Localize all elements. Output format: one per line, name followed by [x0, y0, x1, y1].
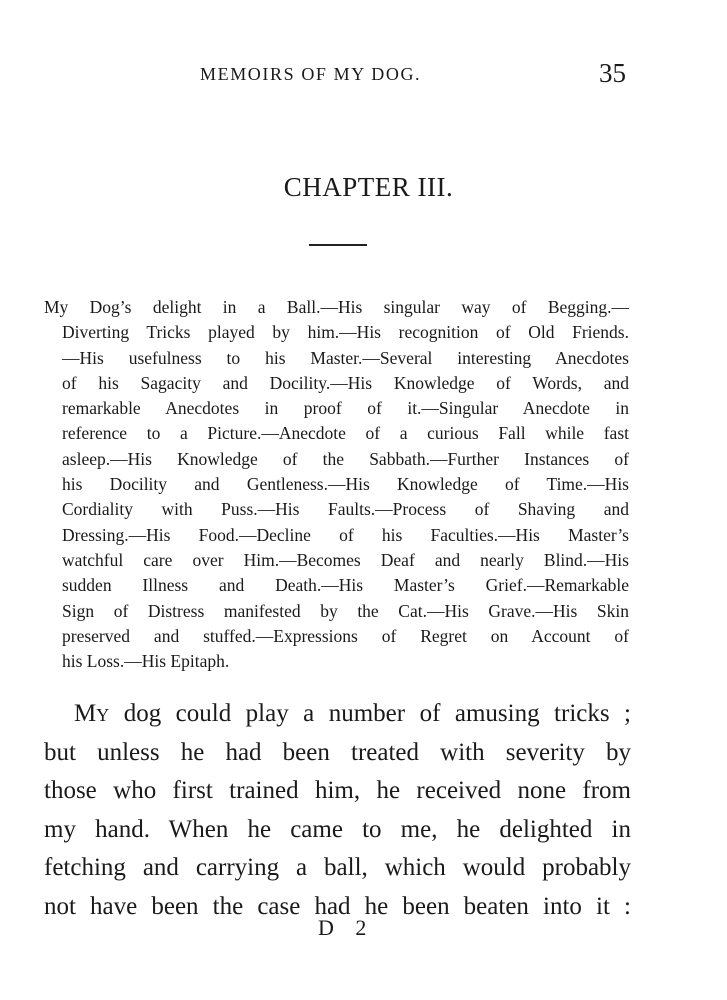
summary-line: preserved and stuffed.—Expressions of Regret on Account of — [62, 625, 629, 646]
body-line: fetching and carrying a ball, which would probably — [44, 854, 631, 881]
body-paragraph — [44, 695, 631, 926]
body-line: those who first trained him, he received none from — [44, 777, 631, 804]
body-line — [44, 695, 631, 734]
summary-line: Dressing.—His Food.—Decline of his Faculties.—His Master’s — [62, 524, 629, 545]
chapter-divider — [309, 244, 367, 246]
summary-line: —His usefulness to his Master.—Several interesting Anecdotes — [62, 347, 629, 368]
body-line: not have been the case had he been beaten into it : — [44, 892, 631, 920]
opening-word: My — [74, 700, 110, 727]
summary-line: reference to a Picture.—Anecdote of a curious Fall while fast — [62, 423, 629, 444]
summary-line: his Docility and Gentleness.—His Knowledge of Time.—His — [62, 474, 629, 495]
summary-line: Diverting Tricks played by him.—His recognition of Old Friends. — [62, 322, 629, 343]
page-number: 35 — [599, 58, 626, 88]
signature-mark: D 2 — [318, 915, 375, 940]
chapter-summary — [44, 295, 629, 674]
summary-line: asleep.—His Knowledge of the Sabbath.—Further Instances of — [62, 448, 629, 469]
chapter-title: CHAPTER III. — [283, 172, 454, 202]
body-line: my hand. When he came to me, he delighted in — [44, 815, 631, 843]
summary-line: his Loss.—His Epitaph. — [62, 651, 230, 672]
summary-line: watchful care over Him.—Becomes Deaf and nearly Blind.—His — [62, 549, 629, 570]
summary-line: remarkable Anecdotes in proof of it.—Singular Anecdote in — [62, 398, 629, 419]
summary-line: My Dog’s delight in a Ball.—His singular way of Begging.— — [44, 297, 629, 317]
running-title: MEMOIRS OF MY DOG. — [200, 64, 422, 84]
body-line: but unless he had been treated with severity by — [44, 738, 631, 766]
summary-line: sudden Illness and Death.—His Master’s Grief.—Remarkable — [62, 575, 629, 596]
summary-line: Sign of Distress manifested by the Cat.—His Grave.—His Skin — [62, 600, 629, 621]
summary-line: Cordiality with Puss.—His Faults.—Process of Shaving and — [62, 499, 629, 520]
summary-line: of his Sagacity and Docility.—His Knowledge of Words, and — [62, 372, 629, 393]
body-line-text: dog could play a number of amusing tricks ; — [109, 700, 631, 727]
